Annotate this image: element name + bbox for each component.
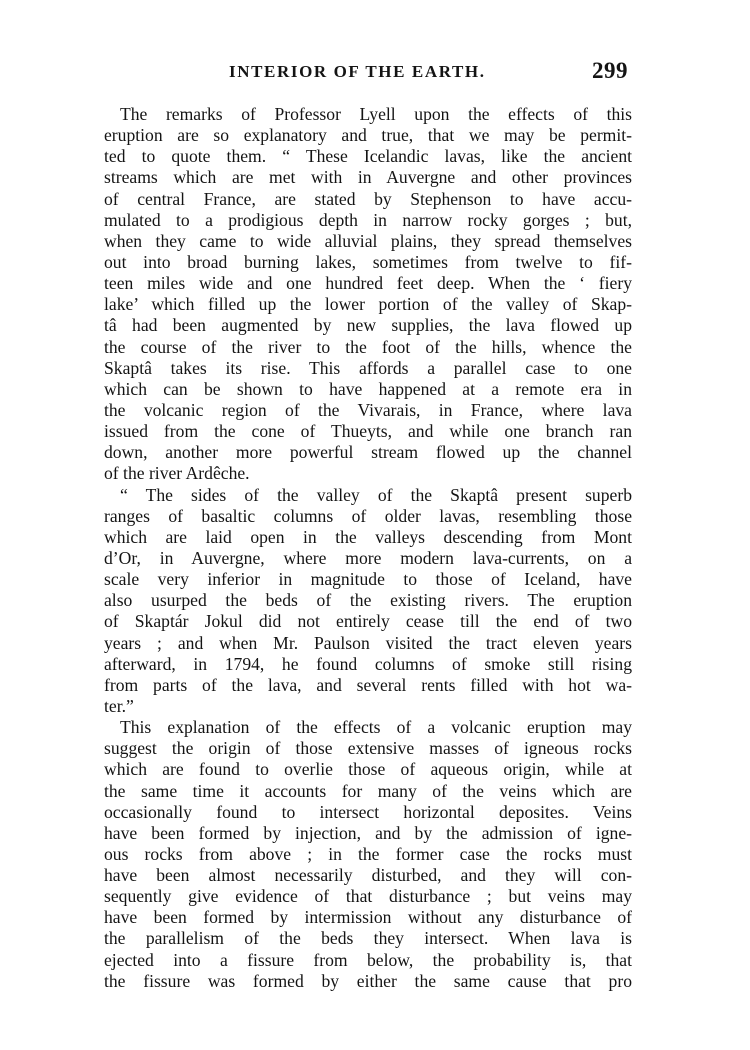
text-line: mulated to a prodigious depth in narrow rocky gorges ; but, [104,209,632,230]
text-line: ejected into a fissure from below, the probability is, that [104,949,632,970]
text-line: the course of the river to the foot of the hills, whence the [104,336,632,357]
text-line: years ; and when Mr. Paulson visited the tract eleven years [104,632,632,653]
text-line: “ The sides of the valley of the Skaptâ present superb [120,484,632,505]
text-line: of central France, are stated by Stephenson to have accu- [104,188,632,209]
text-line: have been almost necessarily disturbed, and they will con- [104,865,632,886]
text-line: eruption are so explanatory and true, that we may be permit- [104,125,632,146]
text-line: issued from the cone of Thueyts, and while one branch ran [104,421,632,442]
running-head [104,58,628,88]
text-line: have been formed by injection, and by the admission of igne- [104,822,632,843]
running-title: INTERIOR OF THE EARTH. [229,62,486,81]
text-line: have been formed by intermission without any disturbance of [104,907,632,928]
text-line: lake’ which filled up the lower portion of the valley of Skap- [104,294,632,315]
text-line: ter.” [104,695,134,716]
text-line: Skaptâ takes its rise. This affords a parallel case to one [104,357,632,378]
text-line: when they came to wide alluvial plains, they spread themselves [104,230,632,251]
text-line: streams which are met with in Auvergne and other provinces [104,167,632,188]
text-line: out into broad burning lakes, sometimes from twelve to fif- [104,251,632,272]
text-line: ous rocks from above ; in the former case the rocks must [104,843,632,864]
text-line: down, another more powerful stream flowed up the channel [104,442,632,463]
text-line: of the river Ardêche. [104,463,250,484]
text-line: which can be shown to have happened at a remote era in [104,378,632,399]
text-line: d’Or, in Auvergne, where more modern lava-currents, on a [104,547,632,568]
text-line: also usurped the beds of the existing rivers. The eruption [104,590,632,611]
text-line: which are found to overlie those of aqueous origin, while at [104,759,632,780]
text-line: which are laid open in the valleys descending from Mont [104,526,632,547]
text-line: the same time it accounts for many of the veins which are [104,780,632,801]
body-text [104,104,632,992]
text-line: scale very inferior in magnitude to those of Iceland, have [104,569,632,590]
text-line: tâ had been augmented by new supplies, the lava flowed up [104,315,632,336]
text-line: occasionally found to intersect horizontal deposites. Veins [104,801,632,822]
text-line: afterward, in 1794, he found columns of smoke still rising [104,653,632,674]
text-line: the volcanic region of the Vivarais, in France, where lava [104,399,632,420]
text-line: ted to quote them. “ These Icelandic lavas, like the ancient [104,146,632,167]
text-line: sequently give evidence of that disturbance ; but veins may [104,886,632,907]
text-line: teen miles wide and one hundred feet deep. When the ‘ fiery [104,273,632,294]
text-line: of Skaptár Jokul did not entirely cease till the end of two [104,611,632,632]
text-line: suggest the origin of those extensive masses of igneous rocks [104,738,632,759]
text-line: from parts of the lava, and several rents filled with hot wa- [104,674,632,695]
text-line: the fissure was formed by either the same cause that pro [104,970,632,991]
text-line: ranges of basaltic columns of older lavas, resembling those [104,505,632,526]
text-line: This explanation of the effects of a volcanic eruption may [120,717,632,738]
text-line: The remarks of Professor Lyell upon the effects of this [120,104,632,124]
page-number: 299 [592,58,628,83]
text-line: the parallelism of the beds they intersect. When lava is [104,928,632,949]
